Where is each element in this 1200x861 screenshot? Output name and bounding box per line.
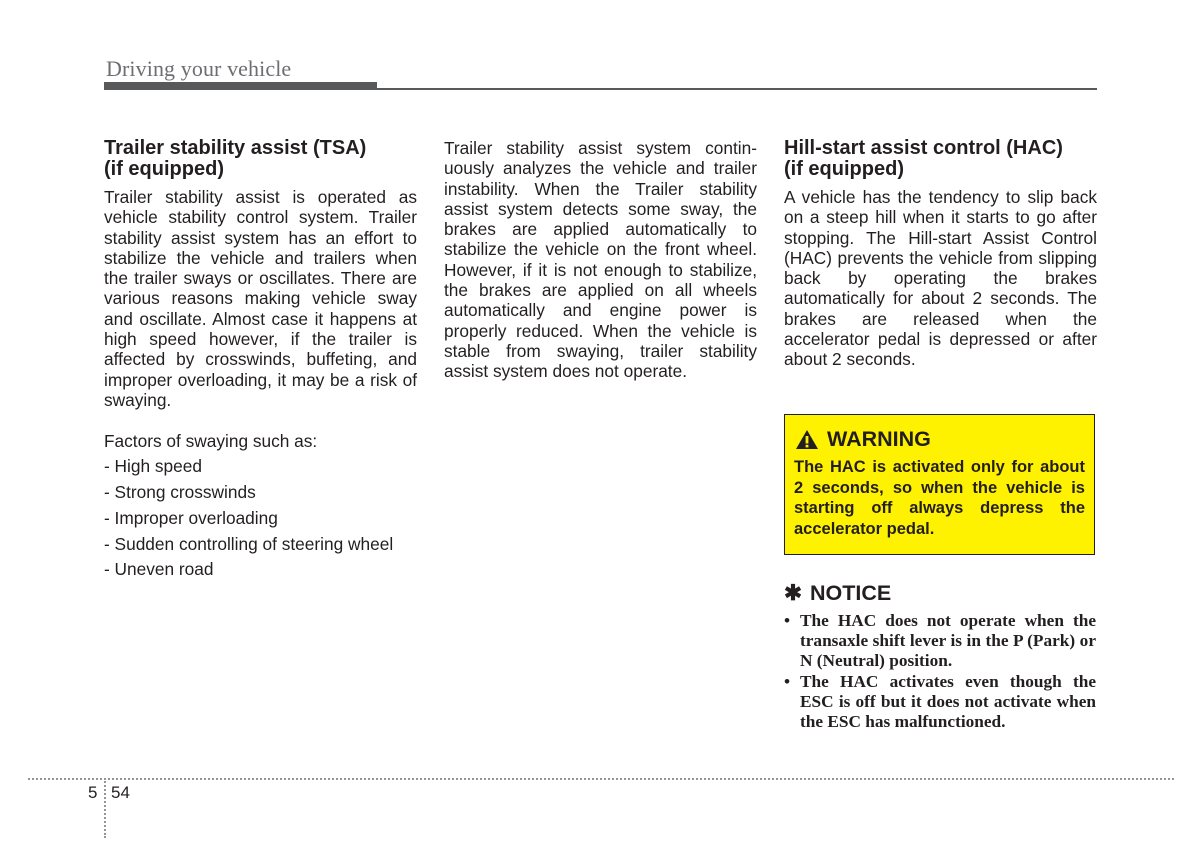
warning-triangle-icon (795, 429, 819, 450)
notice-star-icon: ✱ (784, 581, 803, 605)
factors-list (104, 457, 417, 580)
list-item: - Improper overloading (104, 507, 278, 528)
tsa-heading-line1: Trailer stability assist (TSA) (104, 137, 367, 159)
warning-box (784, 414, 1095, 555)
hac-heading-line2: (if equipped) (784, 158, 904, 180)
notice-item-text: The HAC does not operate when the transaxle shift lever is in the P (Park) or N (Neutral) position. (800, 611, 1096, 671)
tsa-heading (104, 138, 417, 180)
hac-heading-line1: Hill-start assist control (HAC) (784, 137, 1063, 159)
list-item: - Strong crosswinds (104, 482, 256, 503)
notice-list (784, 611, 1096, 732)
bullet-icon: • (784, 671, 791, 691)
tsa-paragraph: Trailer stability assist is operated as vehicle stability control system. Trailer stability assist system has an effort to stabilize the vehicle and trailers when the trailer sways or oscillates. There are various reasons making vehicle sway and oscillate. Almost case it happens at high speed however, if the trailer is affected by crosswinds, buffeting, and improper overloading, it may be a risk of swaying. (104, 187, 417, 410)
warning-header (795, 427, 931, 452)
warning-title: WARNING (827, 427, 931, 451)
tsa-section (104, 138, 417, 586)
notice-title: NOTICE (810, 581, 892, 605)
hac-section (784, 138, 1097, 370)
footer-divider (104, 778, 106, 838)
page-section: 5 (88, 783, 98, 802)
list-item (784, 672, 1096, 733)
list-item: - High speed (104, 456, 202, 477)
header-rule (104, 88, 1097, 90)
list-item: - Sudden controlling of steering wheel (104, 533, 394, 554)
bullet-icon: • (784, 611, 791, 630)
page-number: 54 (111, 783, 130, 802)
hac-paragraph: A vehicle has the tendency to slip back on a steep hill when it starts to go after stopping. The Hill-start Assist Control (HAC) prevents the vehicle from slipping back by operating the brakes automatically for about 2 seconds. The brakes are released when the accelerator pedal is depressed or after about 2 seconds. (784, 187, 1097, 370)
list-item: - Uneven road (104, 559, 214, 580)
tsa-paragraph-2: Trailer stability assist system continuously analyzes the vehicle and trailer instability. When the Trailer stability assist system detects some sway, the brakes are applied automatically to stabilize the vehicle on the front wheel. However, if it is not enough to stabilize, the brakes are applied on all wheels automatically and engine power is properly reduced. When the vehicle is stable from swaying, trailer stability assist system does not operate. (444, 138, 757, 382)
notice-header (784, 581, 891, 606)
list-item (784, 611, 1096, 672)
footer-rule (28, 778, 1174, 780)
factors-intro: Factors of swaying such as: (104, 431, 318, 452)
tsa-continued (444, 138, 757, 382)
tsa-heading-line2: (if equipped) (104, 158, 224, 180)
header-title: Driving your vehicle (106, 56, 292, 81)
warning-text: The HAC is activated only for about 2 seconds, so when the vehicle is starting off always depress the accelerator pedal. (794, 458, 1085, 538)
hac-heading (784, 138, 1097, 180)
notice-item-text: The HAC activates even though the ESC is off but it does not activate when the ESC has malfunctioned. (800, 671, 1096, 732)
